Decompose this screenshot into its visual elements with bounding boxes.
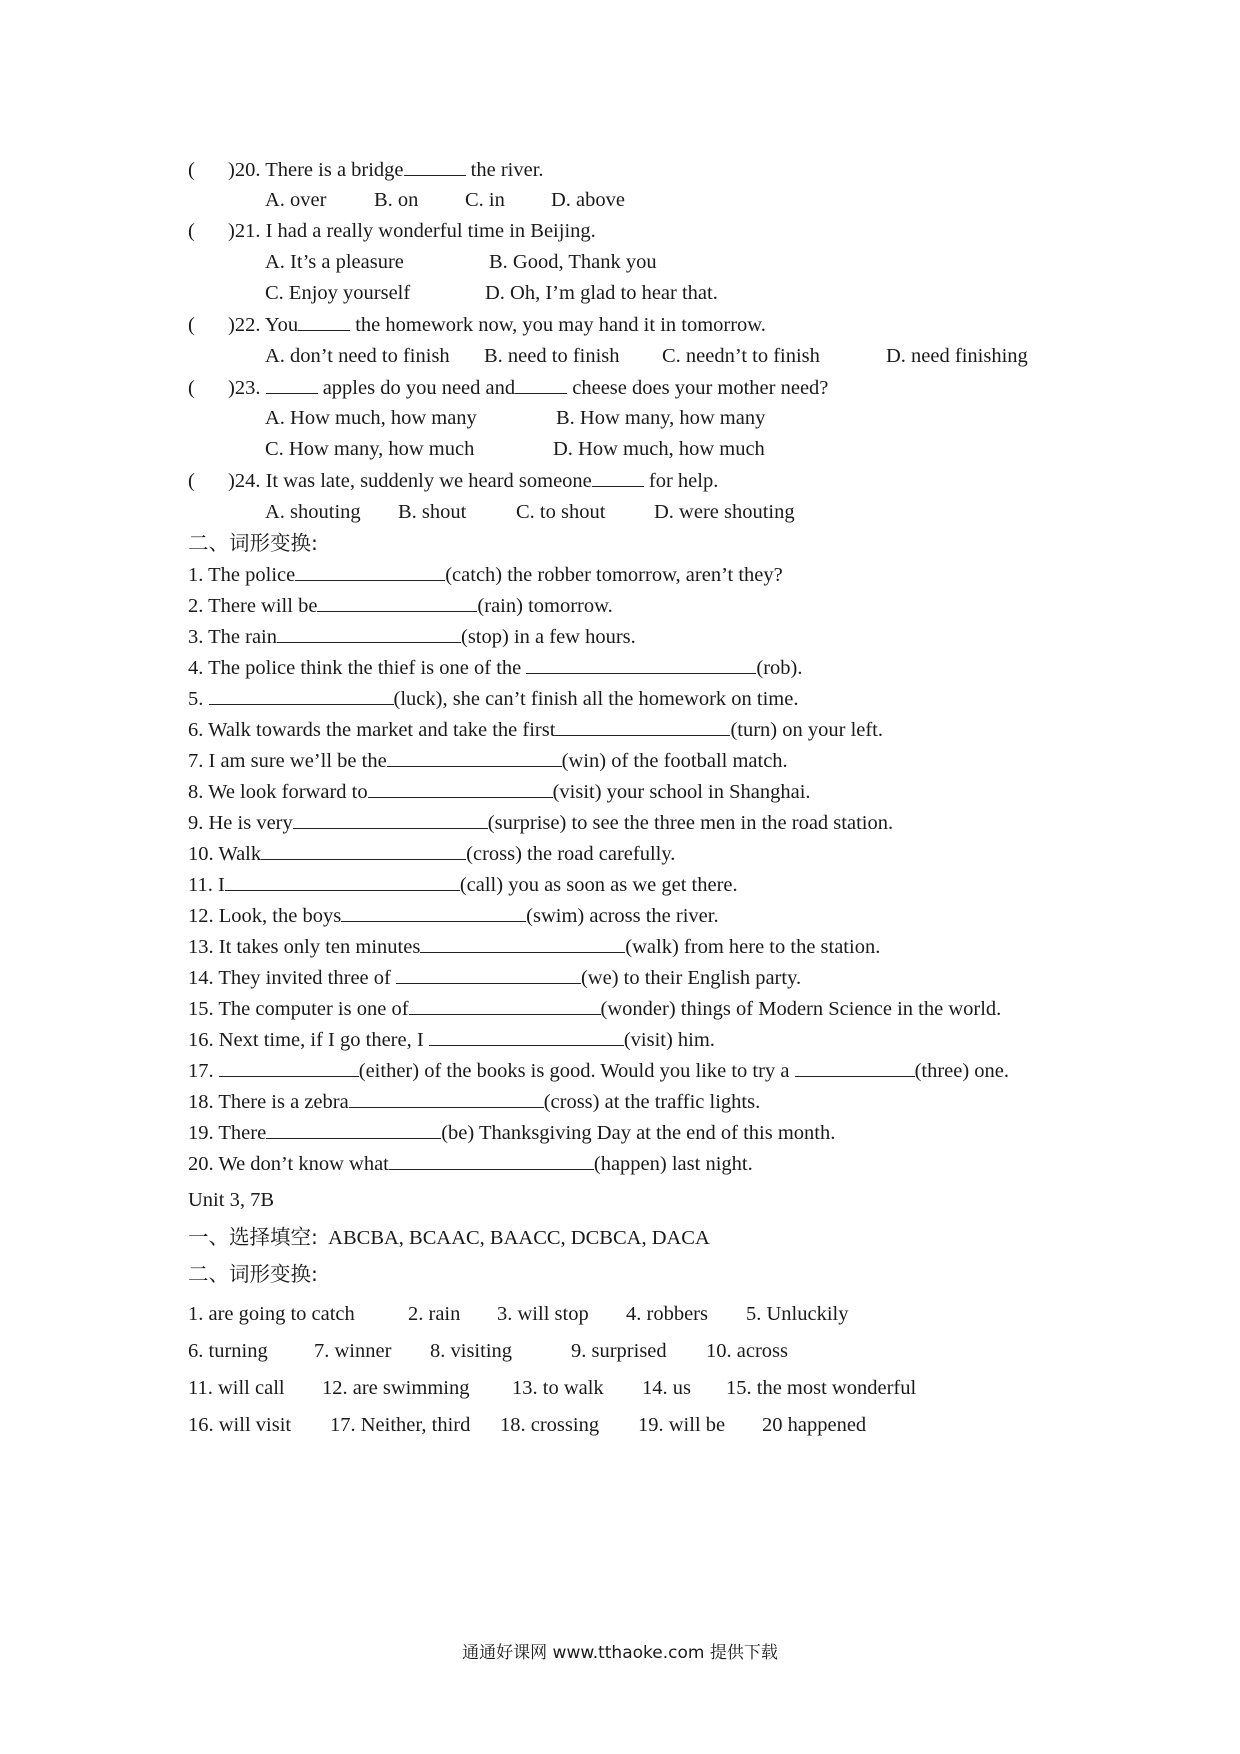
question-22: ( )22. You the homework now, you may hand it in tomorrow.: [188, 314, 766, 336]
option: D. How much, how much: [553, 438, 765, 460]
answer-item: 14. us: [642, 1377, 691, 1399]
option: B. shout: [398, 501, 467, 523]
answer-item: 16. will visit: [188, 1414, 292, 1436]
answer-key-mcq: 一、选择填空: ABCBA, BCAAC, BAACC, DCBCA, DACA: [188, 1225, 710, 1249]
fill-item: 12. Look, the boys (swim) across the river.: [188, 905, 719, 927]
answer-item: 7. winner: [314, 1340, 392, 1362]
answer-blank[interactable]: [420, 934, 625, 953]
answer-item: 1. are going to catch: [188, 1303, 355, 1325]
answer-item: 12. are swimming: [322, 1377, 470, 1399]
fill-item: 18. There is a zebra (cross) at the traffic lights.: [188, 1091, 761, 1113]
answer-blank[interactable]: [396, 965, 581, 984]
fill-item: 14. They invited three of (we) to their English party.: [188, 967, 802, 989]
option: A. It’s a pleasure: [265, 251, 404, 273]
answer-blank[interactable]: [555, 717, 730, 736]
section-heading: 二、词形变换:: [188, 531, 318, 555]
option: C. needn’t to finish: [662, 345, 820, 367]
question-20: ( )20. There is a bridge the river.: [188, 159, 544, 181]
fill-item: 2. There will be (rain) tomorrow.: [188, 595, 613, 617]
question-21: ( )21. I had a really wonderful time in Beijing.: [188, 220, 596, 242]
answer-item: 10. across: [706, 1340, 788, 1362]
option: C. Enjoy yourself: [265, 282, 411, 304]
answer-blank[interactable]: [592, 468, 644, 487]
answer-paren: (: [188, 159, 195, 181]
fill-item: 20. We don’t know what (happen) last night.: [188, 1153, 753, 1175]
fill-item: 10. Walk (cross) the road carefully.: [188, 843, 676, 865]
fill-item: 6. Walk towards the market and take the first (turn) on your left.: [188, 719, 884, 741]
answer-blank[interactable]: [341, 903, 526, 922]
answer-item: 9. surprised: [571, 1340, 667, 1362]
option: A. shouting: [265, 501, 361, 523]
fill-item: 19. There (be) Thanksgiving Day at the end of this month.: [188, 1122, 836, 1144]
answer-blank[interactable]: [349, 1089, 544, 1108]
answer-item: 8. visiting: [430, 1340, 513, 1362]
answer-item: 13. to walk: [512, 1377, 604, 1399]
option: B. on: [374, 189, 419, 211]
answer-blank[interactable]: [293, 810, 488, 829]
answer-item: 5. Unluckily: [746, 1303, 849, 1325]
answer-blank[interactable]: [389, 1151, 594, 1170]
answer-item: 11. will call: [188, 1377, 285, 1399]
fill-item: 5. (luck), she can’t finish all the homework on time.: [188, 688, 799, 710]
fill-item: 15. The computer is one of (wonder) things of Modern Science in the world.: [188, 998, 1002, 1020]
answer-blank[interactable]: [317, 593, 477, 612]
answer-item: 18. crossing: [500, 1414, 600, 1436]
answer-blank[interactable]: [209, 686, 394, 705]
option: A. How much, how many: [265, 407, 477, 429]
option: D. Oh, I’m glad to hear that.: [485, 282, 718, 304]
answer-item: 6. turning: [188, 1340, 268, 1362]
fill-item: 9. He is very (surprise) to see the three men in the road station.: [188, 812, 894, 834]
option: B. Good, Thank you: [489, 251, 657, 273]
fill-item: 1. The police (catch) the robber tomorrow, aren’t they?: [188, 564, 783, 586]
answer-item: 3. will stop: [497, 1303, 589, 1325]
answer-blank[interactable]: [225, 872, 460, 891]
fill-item: 13. It takes only ten minutes (walk) from here to the station.: [188, 936, 881, 958]
option: D. above: [551, 189, 626, 211]
answer-blank[interactable]: [795, 1058, 915, 1077]
fill-item: 11. I (call) you as soon as we get there.: [188, 874, 738, 896]
answer-blank[interactable]: [277, 624, 461, 643]
answer-blank[interactable]: [266, 1120, 441, 1139]
answer-item: 2. rain: [408, 1303, 461, 1325]
option: B. How many, how many: [556, 407, 766, 429]
answer-item: 4. robbers: [626, 1303, 708, 1325]
answer-blank[interactable]: [261, 841, 466, 860]
fill-item: 3. The rain (stop) in a few hours.: [188, 626, 636, 648]
answer-blank[interactable]: [515, 375, 567, 394]
option: B. need to finish: [484, 345, 620, 367]
fill-item: 8. We look forward to (visit) your school in Shanghai.: [188, 781, 811, 803]
answer-blank[interactable]: [404, 157, 466, 176]
answer-blank[interactable]: [266, 375, 318, 394]
question-23: ( )23. apples do you need and cheese does your mother need?: [188, 377, 829, 399]
question-24: ( )24. It was late, suddenly we heard someone for help.: [188, 470, 719, 492]
fill-item: 16. Next time, if I go there, I (visit) him.: [188, 1029, 715, 1051]
answer-blank[interactable]: [219, 1058, 359, 1077]
answer-item: 15. the most wonderful: [726, 1377, 917, 1399]
answer-blank[interactable]: [387, 748, 562, 767]
option: A. don’t need to finish: [265, 345, 450, 367]
answer-item: 20 happened: [762, 1414, 867, 1436]
option: D. were shouting: [654, 501, 795, 523]
option: C. in: [465, 189, 505, 211]
answer-blank[interactable]: [409, 996, 601, 1015]
answer-blank[interactable]: [368, 779, 553, 798]
answer-blank[interactable]: [526, 655, 756, 674]
option: C. to shout: [516, 501, 606, 523]
fill-item: 7. I am sure we’ll be the (win) of the football match.: [188, 750, 788, 772]
answer-key-fill-heading: 二、词形变换:: [188, 1262, 318, 1286]
fill-item: 4. The police think the thief is one of the (rob).: [188, 657, 803, 679]
answer-blank[interactable]: [429, 1027, 624, 1046]
option: C. How many, how much: [265, 438, 475, 460]
answer-item: 17. Neither, third: [330, 1414, 471, 1436]
answer-key-heading: Unit 3, 7B: [188, 1189, 274, 1211]
option: D. need finishing: [886, 345, 1028, 367]
footer-credit: 通通好课网 www.tthaoke.com 提供下载: [462, 1643, 778, 1663]
answer-blank[interactable]: [298, 312, 350, 331]
option: A. over: [265, 189, 327, 211]
answer-blank[interactable]: [295, 562, 445, 581]
answer-item: 19. will be: [638, 1414, 726, 1436]
fill-item: 17. (either) of the books is good. Would you like to try a (three) one.: [188, 1060, 1010, 1082]
